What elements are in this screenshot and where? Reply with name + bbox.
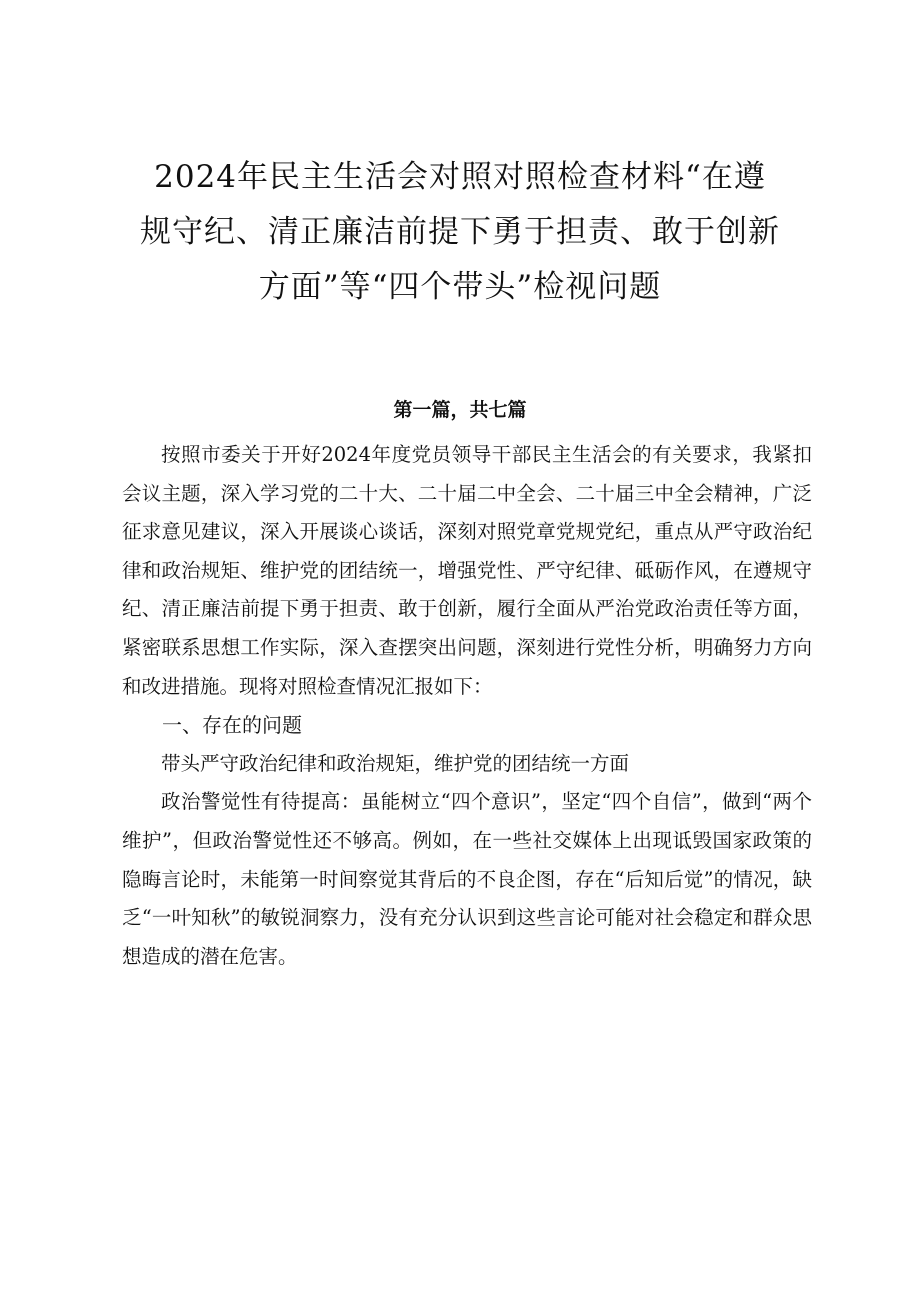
document-subtitle: 第一篇，共七篇: [393, 399, 527, 421]
document-title: [110, 150, 810, 315]
intro-paragraph: 按照市委关于开好2024年度党员领导干部民主生活会的有关要求，我紧扣会议主题，深入学习党的二十大、二十届二中全会、二十届三中全会精神，广泛征求意见建议，深入开展谈心谈话，深刻对照党章党规党纪，重点从严守政治纪律和政治规矩、维护党的团结统一，增强党性、严守纪律、砥砺作风，在遵规守纪、清正廉洁前提下勇于担责、敢于创新，履行全面从严治党政治责任等方面，紧密联系思想工作实际，深入查摆突出问题，深刻进行党性分析，明确努力方向和改进措施。现将对照检查情况汇报如下：: [122, 443, 812, 698]
title-line-2: 规守纪、清正廉洁前提下勇于担责、敢于创新: [140, 214, 780, 250]
title-line-3: 方面”等“四个带头”检视问题: [258, 269, 662, 305]
document-body: [122, 436, 812, 976]
title-line-1: 2024年民主生活会对照对照检查材料“在遵: [154, 159, 766, 195]
section-heading: 一、存在的问题: [162, 713, 302, 738]
subsection-heading: 带头严守政治纪律和政治规矩，维护党的团结统一方面: [161, 751, 630, 775]
issue-paragraph: 政治警觉性有待提高：虽能树立“四个意识”，坚定“四个自信”，做到“两个维护”，但政治警觉性还不够高。例如，在一些社交媒体上出现诋毁国家政策的隐晦言论时，未能第一时间察觉其背后的不良企图，存在“后知后觉”的情况，缺乏“一叶知秋”的敏锐洞察力，没有充分认识到这些言论可能对社会稳定和群众思想造成的潜在危害。: [122, 790, 812, 968]
